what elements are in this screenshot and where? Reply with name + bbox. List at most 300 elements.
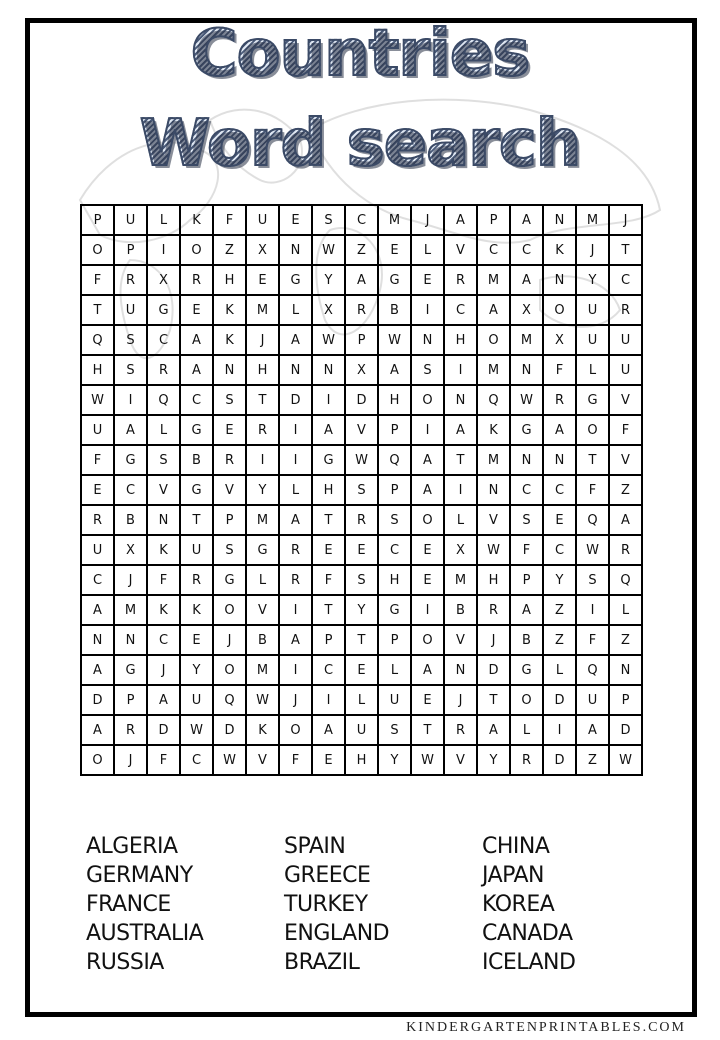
grid-cell[interactable]: Y bbox=[477, 745, 510, 775]
grid-cell[interactable]: C bbox=[114, 475, 147, 505]
grid-cell[interactable]: U bbox=[576, 685, 609, 715]
grid-cell[interactable]: E bbox=[543, 505, 576, 535]
grid-cell[interactable]: H bbox=[444, 325, 477, 355]
grid-cell[interactable]: W bbox=[609, 745, 642, 775]
grid-cell[interactable]: H bbox=[477, 565, 510, 595]
grid-cell[interactable]: E bbox=[213, 415, 246, 445]
grid-cell[interactable]: U bbox=[180, 535, 213, 565]
grid-cell[interactable]: O bbox=[411, 505, 444, 535]
grid-cell[interactable]: J bbox=[147, 655, 180, 685]
grid-cell[interactable]: G bbox=[378, 265, 411, 295]
grid-cell[interactable]: W bbox=[81, 385, 114, 415]
grid-cell[interactable]: E bbox=[279, 205, 312, 235]
grid-cell[interactable]: C bbox=[543, 475, 576, 505]
grid-cell[interactable]: I bbox=[543, 715, 576, 745]
grid-cell[interactable]: Z bbox=[609, 475, 642, 505]
grid-cell[interactable]: H bbox=[246, 355, 279, 385]
grid-cell[interactable]: N bbox=[114, 625, 147, 655]
grid-cell[interactable]: R bbox=[147, 355, 180, 385]
grid-cell[interactable]: N bbox=[213, 355, 246, 385]
grid-cell[interactable]: R bbox=[114, 715, 147, 745]
grid-cell[interactable]: P bbox=[213, 505, 246, 535]
grid-cell[interactable]: N bbox=[543, 445, 576, 475]
grid-cell[interactable]: S bbox=[147, 445, 180, 475]
grid-cell[interactable]: B bbox=[246, 625, 279, 655]
grid-cell[interactable]: U bbox=[114, 205, 147, 235]
grid-cell[interactable]: S bbox=[213, 535, 246, 565]
grid-cell[interactable]: F bbox=[576, 625, 609, 655]
grid-cell[interactable]: P bbox=[477, 205, 510, 235]
grid-cell[interactable]: Z bbox=[576, 745, 609, 775]
grid-cell[interactable]: E bbox=[345, 655, 378, 685]
grid-cell[interactable]: K bbox=[246, 715, 279, 745]
grid-cell[interactable]: E bbox=[312, 535, 345, 565]
grid-cell[interactable]: A bbox=[180, 325, 213, 355]
grid-cell[interactable]: A bbox=[114, 415, 147, 445]
grid-cell[interactable]: Z bbox=[543, 625, 576, 655]
grid-cell[interactable]: U bbox=[81, 535, 114, 565]
grid-cell[interactable]: A bbox=[543, 415, 576, 445]
grid-cell[interactable]: N bbox=[510, 355, 543, 385]
grid-cell[interactable]: T bbox=[444, 445, 477, 475]
grid-cell[interactable]: Y bbox=[246, 475, 279, 505]
grid-cell[interactable]: I bbox=[246, 445, 279, 475]
grid-cell[interactable]: V bbox=[609, 385, 642, 415]
grid-cell[interactable]: G bbox=[114, 445, 147, 475]
grid-cell[interactable]: S bbox=[378, 715, 411, 745]
grid-cell[interactable]: Y bbox=[378, 745, 411, 775]
grid-cell[interactable]: W bbox=[510, 385, 543, 415]
grid-cell[interactable]: R bbox=[279, 565, 312, 595]
grid-cell[interactable]: C bbox=[444, 295, 477, 325]
grid-cell[interactable]: A bbox=[81, 595, 114, 625]
grid-cell[interactable]: G bbox=[114, 655, 147, 685]
grid-cell[interactable]: B bbox=[444, 595, 477, 625]
grid-cell[interactable]: I bbox=[411, 295, 444, 325]
grid-cell[interactable]: X bbox=[312, 295, 345, 325]
grid-cell[interactable]: L bbox=[147, 205, 180, 235]
grid-cell[interactable]: L bbox=[510, 715, 543, 745]
grid-cell[interactable]: Z bbox=[213, 235, 246, 265]
grid-cell[interactable]: P bbox=[378, 475, 411, 505]
grid-cell[interactable]: I bbox=[279, 655, 312, 685]
grid-cell[interactable]: D bbox=[213, 715, 246, 745]
grid-cell[interactable]: V bbox=[477, 505, 510, 535]
grid-cell[interactable]: Y bbox=[345, 595, 378, 625]
grid-cell[interactable]: P bbox=[81, 205, 114, 235]
grid-cell[interactable]: W bbox=[411, 745, 444, 775]
grid-cell[interactable]: R bbox=[609, 295, 642, 325]
grid-cell[interactable]: V bbox=[246, 745, 279, 775]
grid-cell[interactable]: D bbox=[81, 685, 114, 715]
grid-cell[interactable]: J bbox=[213, 625, 246, 655]
grid-cell[interactable]: K bbox=[213, 325, 246, 355]
grid-cell[interactable]: E bbox=[180, 295, 213, 325]
grid-cell[interactable]: I bbox=[279, 445, 312, 475]
grid-cell[interactable]: U bbox=[609, 355, 642, 385]
grid-cell[interactable]: A bbox=[477, 295, 510, 325]
grid-cell[interactable]: X bbox=[147, 265, 180, 295]
grid-cell[interactable]: U bbox=[576, 325, 609, 355]
grid-cell[interactable]: S bbox=[345, 475, 378, 505]
grid-cell[interactable]: P bbox=[378, 415, 411, 445]
grid-cell[interactable]: G bbox=[576, 385, 609, 415]
grid-cell[interactable]: I bbox=[312, 685, 345, 715]
grid-cell[interactable]: P bbox=[312, 625, 345, 655]
grid-cell[interactable]: Y bbox=[180, 655, 213, 685]
grid-cell[interactable]: U bbox=[81, 415, 114, 445]
grid-cell[interactable]: G bbox=[147, 295, 180, 325]
grid-cell[interactable]: O bbox=[180, 235, 213, 265]
grid-cell[interactable]: A bbox=[411, 655, 444, 685]
grid-cell[interactable]: L bbox=[576, 355, 609, 385]
grid-cell[interactable]: G bbox=[378, 595, 411, 625]
grid-cell[interactable]: A bbox=[609, 505, 642, 535]
grid-cell[interactable]: P bbox=[510, 565, 543, 595]
grid-cell[interactable]: R bbox=[477, 595, 510, 625]
grid-cell[interactable]: W bbox=[213, 745, 246, 775]
grid-cell[interactable]: L bbox=[543, 655, 576, 685]
grid-cell[interactable]: E bbox=[312, 745, 345, 775]
grid-cell[interactable]: U bbox=[180, 685, 213, 715]
grid-cell[interactable]: E bbox=[81, 475, 114, 505]
grid-cell[interactable]: E bbox=[411, 685, 444, 715]
grid-cell[interactable]: G bbox=[246, 535, 279, 565]
grid-cell[interactable]: A bbox=[510, 205, 543, 235]
grid-cell[interactable]: I bbox=[444, 475, 477, 505]
grid-cell[interactable]: K bbox=[147, 595, 180, 625]
grid-cell[interactable]: S bbox=[114, 325, 147, 355]
grid-cell[interactable]: Q bbox=[378, 445, 411, 475]
grid-cell[interactable]: H bbox=[213, 265, 246, 295]
grid-cell[interactable]: L bbox=[411, 235, 444, 265]
grid-cell[interactable]: X bbox=[345, 355, 378, 385]
grid-cell[interactable]: U bbox=[114, 295, 147, 325]
grid-cell[interactable]: F bbox=[81, 265, 114, 295]
grid-cell[interactable]: A bbox=[312, 415, 345, 445]
grid-cell[interactable]: C bbox=[180, 745, 213, 775]
grid-cell[interactable]: T bbox=[477, 685, 510, 715]
grid-cell[interactable]: N bbox=[543, 265, 576, 295]
grid-cell[interactable]: G bbox=[312, 445, 345, 475]
grid-cell[interactable]: O bbox=[477, 325, 510, 355]
grid-cell[interactable]: R bbox=[444, 715, 477, 745]
grid-cell[interactable]: L bbox=[279, 475, 312, 505]
grid-cell[interactable]: C bbox=[81, 565, 114, 595]
grid-cell[interactable]: I bbox=[279, 415, 312, 445]
grid-cell[interactable]: N bbox=[279, 235, 312, 265]
grid-cell[interactable]: X bbox=[510, 295, 543, 325]
grid-cell[interactable]: M bbox=[246, 295, 279, 325]
grid-cell[interactable]: C bbox=[312, 655, 345, 685]
grid-cell[interactable]: R bbox=[180, 265, 213, 295]
grid-cell[interactable]: Q bbox=[213, 685, 246, 715]
grid-cell[interactable]: S bbox=[576, 565, 609, 595]
grid-cell[interactable]: O bbox=[576, 415, 609, 445]
grid-cell[interactable]: W bbox=[477, 535, 510, 565]
grid-cell[interactable]: Y bbox=[312, 265, 345, 295]
grid-cell[interactable]: R bbox=[213, 445, 246, 475]
grid-cell[interactable]: J bbox=[279, 685, 312, 715]
grid-cell[interactable]: S bbox=[114, 355, 147, 385]
grid-cell[interactable]: A bbox=[279, 625, 312, 655]
grid-cell[interactable]: U bbox=[609, 325, 642, 355]
grid-cell[interactable]: F bbox=[147, 745, 180, 775]
grid-cell[interactable]: C bbox=[147, 625, 180, 655]
grid-cell[interactable]: B bbox=[114, 505, 147, 535]
grid-cell[interactable]: P bbox=[609, 685, 642, 715]
grid-cell[interactable]: N bbox=[312, 355, 345, 385]
grid-cell[interactable]: C bbox=[477, 235, 510, 265]
grid-cell[interactable]: M bbox=[477, 445, 510, 475]
grid-cell[interactable]: N bbox=[609, 655, 642, 685]
grid-cell[interactable]: S bbox=[411, 355, 444, 385]
grid-cell[interactable]: Z bbox=[543, 595, 576, 625]
grid-cell[interactable]: I bbox=[312, 385, 345, 415]
grid-cell[interactable]: N bbox=[510, 445, 543, 475]
grid-cell[interactable]: M bbox=[378, 205, 411, 235]
grid-cell[interactable]: J bbox=[114, 565, 147, 595]
grid-cell[interactable]: P bbox=[114, 685, 147, 715]
grid-cell[interactable]: T bbox=[312, 595, 345, 625]
grid-cell[interactable]: V bbox=[444, 235, 477, 265]
grid-cell[interactable]: P bbox=[378, 625, 411, 655]
grid-cell[interactable]: R bbox=[246, 415, 279, 445]
grid-cell[interactable]: H bbox=[378, 385, 411, 415]
grid-cell[interactable]: M bbox=[477, 265, 510, 295]
grid-cell[interactable]: P bbox=[114, 235, 147, 265]
grid-cell[interactable]: D bbox=[609, 715, 642, 745]
grid-cell[interactable]: T bbox=[345, 625, 378, 655]
grid-cell[interactable]: Y bbox=[543, 565, 576, 595]
grid-cell[interactable]: U bbox=[378, 685, 411, 715]
grid-cell[interactable]: R bbox=[543, 385, 576, 415]
grid-cell[interactable]: A bbox=[81, 715, 114, 745]
grid-cell[interactable]: K bbox=[147, 535, 180, 565]
grid-cell[interactable]: O bbox=[213, 655, 246, 685]
grid-cell[interactable]: T bbox=[246, 385, 279, 415]
grid-cell[interactable]: Y bbox=[576, 265, 609, 295]
grid-cell[interactable]: D bbox=[147, 715, 180, 745]
grid-cell[interactable]: A bbox=[444, 415, 477, 445]
grid-cell[interactable]: O bbox=[543, 295, 576, 325]
grid-cell[interactable]: M bbox=[510, 325, 543, 355]
grid-cell[interactable]: W bbox=[345, 445, 378, 475]
grid-cell[interactable]: I bbox=[576, 595, 609, 625]
grid-cell[interactable]: D bbox=[543, 685, 576, 715]
grid-cell[interactable]: F bbox=[510, 535, 543, 565]
grid-cell[interactable]: E bbox=[180, 625, 213, 655]
grid-cell[interactable]: A bbox=[147, 685, 180, 715]
grid-cell[interactable]: M bbox=[576, 205, 609, 235]
grid-cell[interactable]: J bbox=[411, 205, 444, 235]
grid-cell[interactable]: V bbox=[345, 415, 378, 445]
grid-cell[interactable]: I bbox=[279, 595, 312, 625]
grid-cell[interactable]: R bbox=[510, 745, 543, 775]
grid-cell[interactable]: Q bbox=[81, 325, 114, 355]
grid-cell[interactable]: S bbox=[510, 505, 543, 535]
grid-cell[interactable]: N bbox=[279, 355, 312, 385]
grid-cell[interactable]: O bbox=[213, 595, 246, 625]
grid-cell[interactable]: A bbox=[279, 505, 312, 535]
grid-cell[interactable]: E bbox=[345, 535, 378, 565]
grid-cell[interactable]: X bbox=[543, 325, 576, 355]
grid-cell[interactable]: A bbox=[411, 445, 444, 475]
grid-cell[interactable]: A bbox=[444, 205, 477, 235]
grid-cell[interactable]: J bbox=[477, 625, 510, 655]
grid-cell[interactable]: V bbox=[609, 445, 642, 475]
grid-cell[interactable]: B bbox=[378, 295, 411, 325]
grid-cell[interactable]: A bbox=[312, 715, 345, 745]
grid-cell[interactable]: E bbox=[411, 265, 444, 295]
grid-cell[interactable]: R bbox=[81, 505, 114, 535]
grid-cell[interactable]: I bbox=[114, 385, 147, 415]
grid-cell[interactable]: A bbox=[378, 355, 411, 385]
grid-cell[interactable]: D bbox=[543, 745, 576, 775]
grid-cell[interactable]: L bbox=[345, 685, 378, 715]
grid-cell[interactable]: T bbox=[180, 505, 213, 535]
grid-cell[interactable]: K bbox=[180, 205, 213, 235]
grid-cell[interactable]: A bbox=[180, 355, 213, 385]
grid-cell[interactable]: F bbox=[279, 745, 312, 775]
grid-cell[interactable]: F bbox=[147, 565, 180, 595]
grid-cell[interactable]: N bbox=[444, 655, 477, 685]
grid-cell[interactable]: S bbox=[213, 385, 246, 415]
grid-cell[interactable]: W bbox=[180, 715, 213, 745]
grid-cell[interactable]: Q bbox=[576, 505, 609, 535]
grid-cell[interactable]: A bbox=[477, 715, 510, 745]
grid-cell[interactable]: I bbox=[411, 415, 444, 445]
grid-cell[interactable]: N bbox=[411, 325, 444, 355]
grid-cell[interactable]: Q bbox=[477, 385, 510, 415]
grid-cell[interactable]: G bbox=[510, 415, 543, 445]
grid-cell[interactable]: N bbox=[444, 385, 477, 415]
grid-cell[interactable]: F bbox=[213, 205, 246, 235]
grid-cell[interactable]: N bbox=[147, 505, 180, 535]
grid-cell[interactable]: W bbox=[246, 685, 279, 715]
grid-cell[interactable]: J bbox=[609, 205, 642, 235]
grid-cell[interactable]: N bbox=[81, 625, 114, 655]
grid-cell[interactable]: M bbox=[114, 595, 147, 625]
grid-cell[interactable]: D bbox=[477, 655, 510, 685]
grid-cell[interactable]: C bbox=[180, 385, 213, 415]
grid-cell[interactable]: X bbox=[444, 535, 477, 565]
grid-cell[interactable]: F bbox=[543, 355, 576, 385]
grid-cell[interactable]: C bbox=[543, 535, 576, 565]
grid-cell[interactable]: E bbox=[411, 565, 444, 595]
grid-cell[interactable]: I bbox=[411, 595, 444, 625]
grid-cell[interactable]: G bbox=[510, 655, 543, 685]
grid-cell[interactable]: L bbox=[279, 295, 312, 325]
grid-cell[interactable]: R bbox=[279, 535, 312, 565]
grid-cell[interactable]: T bbox=[411, 715, 444, 745]
grid-cell[interactable]: T bbox=[312, 505, 345, 535]
grid-cell[interactable]: S bbox=[378, 505, 411, 535]
grid-cell[interactable]: X bbox=[246, 235, 279, 265]
grid-cell[interactable]: K bbox=[477, 415, 510, 445]
grid-cell[interactable]: W bbox=[312, 325, 345, 355]
grid-cell[interactable]: N bbox=[477, 475, 510, 505]
grid-cell[interactable]: F bbox=[81, 445, 114, 475]
grid-cell[interactable]: A bbox=[576, 715, 609, 745]
grid-cell[interactable]: D bbox=[345, 385, 378, 415]
grid-cell[interactable]: L bbox=[444, 505, 477, 535]
grid-cell[interactable]: R bbox=[345, 295, 378, 325]
grid-cell[interactable]: L bbox=[246, 565, 279, 595]
grid-cell[interactable]: P bbox=[345, 325, 378, 355]
grid-cell[interactable]: T bbox=[576, 445, 609, 475]
grid-cell[interactable]: C bbox=[609, 265, 642, 295]
grid-cell[interactable]: O bbox=[81, 235, 114, 265]
grid-cell[interactable]: A bbox=[510, 265, 543, 295]
grid-cell[interactable]: F bbox=[312, 565, 345, 595]
grid-cell[interactable]: J bbox=[444, 685, 477, 715]
grid-cell[interactable]: M bbox=[246, 655, 279, 685]
grid-cell[interactable]: R bbox=[609, 535, 642, 565]
grid-cell[interactable]: R bbox=[114, 265, 147, 295]
grid-cell[interactable]: H bbox=[378, 565, 411, 595]
grid-cell[interactable]: Z bbox=[609, 625, 642, 655]
grid-cell[interactable]: O bbox=[510, 685, 543, 715]
grid-cell[interactable]: C bbox=[378, 535, 411, 565]
grid-cell[interactable]: W bbox=[378, 325, 411, 355]
grid-cell[interactable]: L bbox=[147, 415, 180, 445]
grid-cell[interactable]: F bbox=[609, 415, 642, 445]
grid-cell[interactable]: Z bbox=[345, 235, 378, 265]
grid-cell[interactable]: G bbox=[180, 415, 213, 445]
grid-cell[interactable]: J bbox=[246, 325, 279, 355]
grid-cell[interactable]: X bbox=[114, 535, 147, 565]
grid-cell[interactable]: S bbox=[312, 205, 345, 235]
grid-cell[interactable]: F bbox=[576, 475, 609, 505]
grid-cell[interactable]: J bbox=[114, 745, 147, 775]
grid-cell[interactable]: R bbox=[180, 565, 213, 595]
grid-cell[interactable]: M bbox=[477, 355, 510, 385]
grid-cell[interactable]: E bbox=[378, 235, 411, 265]
grid-cell[interactable]: L bbox=[378, 655, 411, 685]
grid-cell[interactable]: E bbox=[411, 535, 444, 565]
grid-cell[interactable]: Q bbox=[147, 385, 180, 415]
grid-cell[interactable]: R bbox=[444, 265, 477, 295]
grid-cell[interactable]: C bbox=[510, 475, 543, 505]
grid-cell[interactable]: V bbox=[147, 475, 180, 505]
grid-cell[interactable]: H bbox=[312, 475, 345, 505]
grid-cell[interactable]: V bbox=[246, 595, 279, 625]
grid-cell[interactable]: C bbox=[345, 205, 378, 235]
grid-cell[interactable]: V bbox=[444, 625, 477, 655]
grid-cell[interactable]: H bbox=[81, 355, 114, 385]
grid-cell[interactable]: C bbox=[147, 325, 180, 355]
grid-cell[interactable]: B bbox=[510, 625, 543, 655]
grid-cell[interactable]: G bbox=[180, 475, 213, 505]
grid-cell[interactable]: K bbox=[543, 235, 576, 265]
grid-cell[interactable]: O bbox=[411, 625, 444, 655]
grid-cell[interactable]: I bbox=[147, 235, 180, 265]
grid-cell[interactable]: A bbox=[510, 595, 543, 625]
grid-cell[interactable]: T bbox=[609, 235, 642, 265]
grid-cell[interactable]: M bbox=[246, 505, 279, 535]
grid-cell[interactable]: R bbox=[345, 505, 378, 535]
grid-cell[interactable]: V bbox=[213, 475, 246, 505]
grid-cell[interactable]: A bbox=[345, 265, 378, 295]
grid-cell[interactable]: V bbox=[444, 745, 477, 775]
grid-cell[interactable]: I bbox=[444, 355, 477, 385]
grid-cell[interactable]: E bbox=[246, 265, 279, 295]
grid-cell[interactable]: Q bbox=[609, 565, 642, 595]
grid-cell[interactable]: A bbox=[81, 655, 114, 685]
grid-cell[interactable]: K bbox=[213, 295, 246, 325]
grid-cell[interactable]: L bbox=[609, 595, 642, 625]
